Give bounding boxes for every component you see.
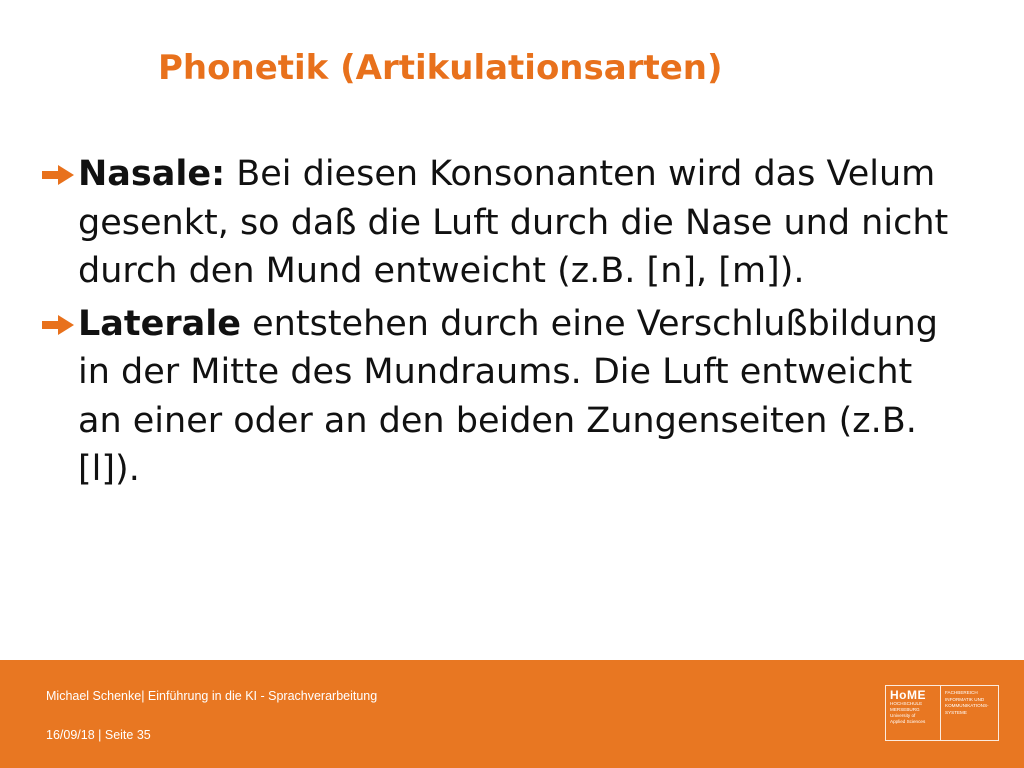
bullet-item-laterale — [40, 300, 960, 494]
arrow-right-icon — [40, 313, 76, 337]
bullet-item-nasale — [40, 150, 960, 296]
logo-school-line: MERSEBURG — [890, 707, 920, 712]
bullet-text: Bei diesen Konsonanten wird das Velum gesenkt, so daß die Luft durch die Nase und nicht durch den Mund entweicht (z.B. [n], [m]). — [78, 154, 949, 291]
logo-mark: HoME — [890, 688, 926, 702]
slide-title: Phonetik (Artikulationsarten) — [158, 48, 723, 88]
footer-author-course: Michael Schenke| Einführung in die KI - Sprachverarbeitung — [46, 689, 378, 703]
logo-school-line: HOCHSCHULE — [890, 701, 923, 706]
university-logo — [885, 685, 999, 741]
logo-school-block — [886, 686, 941, 740]
logo-dept-line: INFORMATIK UND — [945, 696, 985, 702]
logo-dept-line: KOMMUNIKATIONS- — [945, 703, 989, 708]
footer-date-page: 16/09/18 | Seite 35 — [46, 728, 151, 742]
logo-department-block — [941, 686, 998, 740]
logo-school-line: University of — [890, 713, 916, 718]
bullet-list — [40, 150, 960, 498]
logo-dept-line: FACHBEREICH — [945, 690, 978, 695]
logo-school-line: Applied Sciences — [890, 719, 926, 724]
bullet-term: Laterale — [78, 303, 242, 344]
footer-bar — [0, 660, 1024, 768]
bullet-text: entstehen durch eine Verschlußbildung in der Mitte des Mundraums. Die Luft entweicht an einer oder an den beiden Zungenseiten (z.B. [l]). — [78, 303, 938, 489]
logo-dept-line: SYSTEME — [945, 709, 967, 715]
arrow-right-icon — [40, 163, 76, 187]
bullet-term: Nasale: — [78, 154, 226, 194]
